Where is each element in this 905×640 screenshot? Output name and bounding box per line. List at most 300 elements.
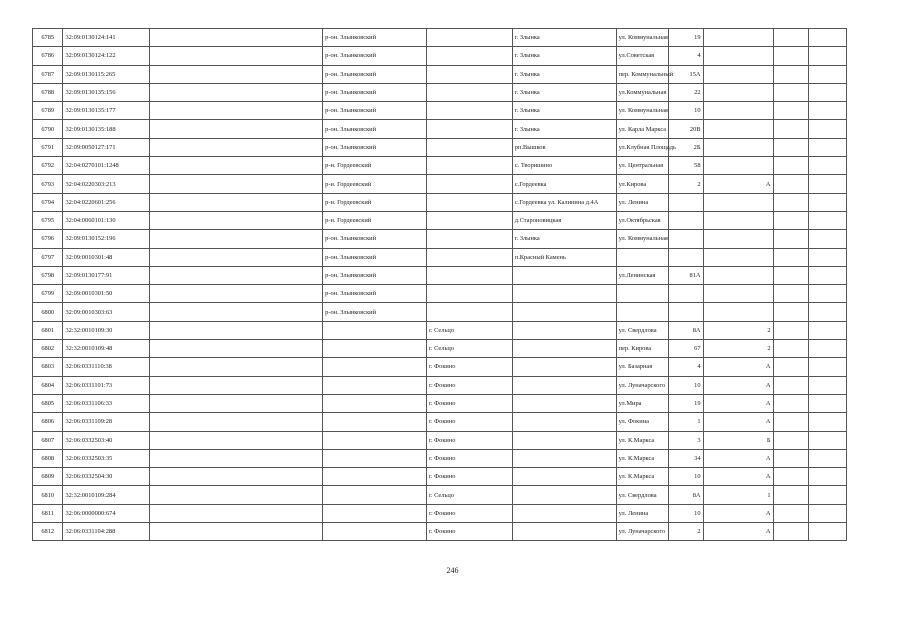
- table-row: [33, 486, 847, 504]
- district: [323, 376, 427, 394]
- empty-cell: [150, 193, 323, 211]
- cadastral-number: 32:06:0331109:28: [63, 413, 150, 431]
- row-number: 6797: [33, 248, 63, 266]
- empty-cell: [150, 65, 323, 83]
- district: [323, 358, 427, 376]
- house-number: [668, 303, 703, 321]
- table-row: [33, 47, 847, 65]
- district: р-он. Злынковский: [323, 303, 427, 321]
- empty-cell: [150, 248, 323, 266]
- empty-cell: [808, 157, 846, 175]
- empty-cell: [808, 65, 846, 83]
- table-row: [33, 504, 847, 522]
- empty-cell: [808, 431, 846, 449]
- building: [703, 248, 773, 266]
- street: ул.Мира: [616, 394, 668, 412]
- district: р-он. Злынковский: [323, 83, 427, 101]
- city-district: г. Фокино: [426, 523, 512, 541]
- house-number: [668, 193, 703, 211]
- row-number: 6805: [33, 394, 63, 412]
- building: [703, 47, 773, 65]
- locality: д.Староновицкая: [512, 211, 616, 229]
- row-number: 6794: [33, 193, 63, 211]
- cadastral-number: 32:04:0220601:256: [63, 193, 150, 211]
- building: 1: [703, 486, 773, 504]
- row-number: 6795: [33, 211, 63, 229]
- cadastral-number: 32:06:0331106:33: [63, 394, 150, 412]
- locality: [512, 358, 616, 376]
- street: ул.Коммунальная: [616, 83, 668, 101]
- building: [703, 230, 773, 248]
- empty-cell: [808, 138, 846, 156]
- empty-cell: [773, 193, 808, 211]
- house-number: 2: [668, 175, 703, 193]
- city-district: [426, 65, 512, 83]
- city-district: г. Фокино: [426, 394, 512, 412]
- locality: с. Творишино: [512, 157, 616, 175]
- empty-cell: [808, 285, 846, 303]
- locality: г. Злынка: [512, 47, 616, 65]
- street: ул. Фокина: [616, 413, 668, 431]
- city-district: [426, 138, 512, 156]
- table-row: [33, 394, 847, 412]
- empty-cell: [773, 120, 808, 138]
- street: ул.Октябрьская: [616, 211, 668, 229]
- empty-cell: [150, 449, 323, 467]
- district: р-он. Злынковский: [323, 248, 427, 266]
- cadastral-number: 32:09:0130135:188: [63, 120, 150, 138]
- district: [323, 449, 427, 467]
- row-number: 6793: [33, 175, 63, 193]
- cadastral-number: 32:06:0331110:38: [63, 358, 150, 376]
- city-district: г. Сельцо: [426, 321, 512, 339]
- house-number: 4: [668, 358, 703, 376]
- locality: [512, 285, 616, 303]
- empty-cell: [150, 468, 323, 486]
- building: [703, 285, 773, 303]
- empty-cell: [773, 266, 808, 284]
- table-row: [33, 157, 847, 175]
- cadastral-number: 32:04:0060101:130: [63, 211, 150, 229]
- empty-cell: [773, 504, 808, 522]
- locality: г. Злынка: [512, 102, 616, 120]
- empty-cell: [808, 193, 846, 211]
- empty-cell: [773, 486, 808, 504]
- cadastral-number: 32:06:0000000:674: [63, 504, 150, 522]
- empty-cell: [773, 321, 808, 339]
- empty-cell: [808, 340, 846, 358]
- cadastral-number: 32:09:0130177:91: [63, 266, 150, 284]
- city-district: [426, 102, 512, 120]
- street: ул. Луначарского: [616, 523, 668, 541]
- street: ул. Свердлова: [616, 486, 668, 504]
- empty-cell: [150, 376, 323, 394]
- building: А: [703, 376, 773, 394]
- street: [616, 248, 668, 266]
- empty-cell: [808, 303, 846, 321]
- locality: с.Гордеевка: [512, 175, 616, 193]
- building: А: [703, 175, 773, 193]
- street: ул.Советская: [616, 47, 668, 65]
- table-row: [33, 175, 847, 193]
- empty-cell: [150, 504, 323, 522]
- row-number: 6808: [33, 449, 63, 467]
- cadastral-number: 32:06:0331101:73: [63, 376, 150, 394]
- building: А: [703, 468, 773, 486]
- row-number: 6809: [33, 468, 63, 486]
- city-district: [426, 83, 512, 101]
- street: ул. Ленина: [616, 193, 668, 211]
- building: [703, 266, 773, 284]
- locality: [512, 523, 616, 541]
- cadastral-number: 32:09:0130115:265: [63, 65, 150, 83]
- empty-cell: [808, 230, 846, 248]
- empty-cell: [773, 83, 808, 101]
- empty-cell: [808, 449, 846, 467]
- cadastral-number: 32:09:0010303:63: [63, 303, 150, 321]
- empty-cell: [808, 413, 846, 431]
- empty-cell: [150, 230, 323, 248]
- district: р-он. Злынковский: [323, 102, 427, 120]
- row-number: 6804: [33, 376, 63, 394]
- empty-cell: [773, 523, 808, 541]
- locality: рп.Вышков: [512, 138, 616, 156]
- empty-cell: [150, 413, 323, 431]
- district: р-он. Злынковский: [323, 138, 427, 156]
- empty-cell: [150, 394, 323, 412]
- district: [323, 504, 427, 522]
- house-number: 10: [668, 102, 703, 120]
- table-row: [33, 230, 847, 248]
- table-row: [33, 358, 847, 376]
- building: А: [703, 358, 773, 376]
- district: р-он. Злынковский: [323, 65, 427, 83]
- street: ул. К.Маркса: [616, 431, 668, 449]
- street: ул.Клубная Площадь: [616, 138, 668, 156]
- house-number: 1: [668, 413, 703, 431]
- row-number: 6792: [33, 157, 63, 175]
- row-number: 6798: [33, 266, 63, 284]
- cadastral-number: 32:04:0270101:1248: [63, 157, 150, 175]
- city-district: [426, 29, 512, 47]
- house-number: 10: [668, 376, 703, 394]
- empty-cell: [773, 285, 808, 303]
- table-row: [33, 340, 847, 358]
- building: 2: [703, 321, 773, 339]
- city-district: [426, 303, 512, 321]
- empty-cell: [773, 413, 808, 431]
- cadastral-number: 32:06:0332504:30: [63, 468, 150, 486]
- empty-cell: [808, 83, 846, 101]
- row-number: 6811: [33, 504, 63, 522]
- empty-cell: [150, 523, 323, 541]
- locality: с.Гордеевка ул. Калинина д.4А: [512, 193, 616, 211]
- city-district: г. Фокино: [426, 376, 512, 394]
- building: [703, 102, 773, 120]
- locality: г. Злынка: [512, 120, 616, 138]
- table-row: [33, 523, 847, 541]
- house-number: 34: [668, 449, 703, 467]
- building: [703, 211, 773, 229]
- house-number: 22: [668, 83, 703, 101]
- house-number: 10: [668, 504, 703, 522]
- locality: [512, 486, 616, 504]
- district: [323, 486, 427, 504]
- empty-cell: [808, 321, 846, 339]
- empty-cell: [150, 102, 323, 120]
- row-number: 6788: [33, 83, 63, 101]
- cadastral-number: 32:32:0010109:48: [63, 340, 150, 358]
- empty-cell: [773, 449, 808, 467]
- building: [703, 65, 773, 83]
- house-number: 4: [668, 47, 703, 65]
- table-row: [33, 468, 847, 486]
- locality: г. Злынка: [512, 83, 616, 101]
- city-district: [426, 266, 512, 284]
- empty-cell: [773, 230, 808, 248]
- empty-cell: [773, 65, 808, 83]
- street: ул.Кирова: [616, 175, 668, 193]
- street: ул. Ленина: [616, 504, 668, 522]
- city-district: [426, 157, 512, 175]
- empty-cell: [808, 523, 846, 541]
- city-district: [426, 211, 512, 229]
- street: пер. Коммунальный: [616, 65, 668, 83]
- house-number: 58: [668, 157, 703, 175]
- locality: [512, 504, 616, 522]
- cadastral-number: 32:32:0010109:30: [63, 321, 150, 339]
- house-number: 10: [668, 468, 703, 486]
- street: [616, 303, 668, 321]
- city-district: г. Фокино: [426, 358, 512, 376]
- row-number: 6810: [33, 486, 63, 504]
- district: р-он. Злынковский: [323, 47, 427, 65]
- row-number: 6802: [33, 340, 63, 358]
- table-row: [33, 120, 847, 138]
- empty-cell: [773, 340, 808, 358]
- house-number: 8А: [668, 321, 703, 339]
- locality: [512, 321, 616, 339]
- street: ул. Центральная: [616, 157, 668, 175]
- empty-cell: [150, 83, 323, 101]
- empty-cell: [773, 376, 808, 394]
- empty-cell: [773, 138, 808, 156]
- district: р-н. Гордеевский: [323, 175, 427, 193]
- empty-cell: [150, 431, 323, 449]
- table-row: [33, 449, 847, 467]
- row-number: 6791: [33, 138, 63, 156]
- district: [323, 340, 427, 358]
- building: Б: [703, 431, 773, 449]
- city-district: г. Фокино: [426, 468, 512, 486]
- row-number: 6812: [33, 523, 63, 541]
- house-number: 19: [668, 394, 703, 412]
- street: ул. Луначарского: [616, 376, 668, 394]
- city-district: [426, 193, 512, 211]
- empty-cell: [808, 394, 846, 412]
- empty-cell: [773, 468, 808, 486]
- locality: г. Злынка: [512, 230, 616, 248]
- locality: п.Красный Камень: [512, 248, 616, 266]
- empty-cell: [150, 266, 323, 284]
- cadastral-number: 32:09:0050127:171: [63, 138, 150, 156]
- city-district: [426, 285, 512, 303]
- table-row: [33, 321, 847, 339]
- city-district: [426, 47, 512, 65]
- table-row: [33, 248, 847, 266]
- empty-cell: [150, 138, 323, 156]
- city-district: [426, 248, 512, 266]
- district: [323, 523, 427, 541]
- empty-cell: [150, 120, 323, 138]
- district: р-он. Злынковский: [323, 230, 427, 248]
- empty-cell: [773, 303, 808, 321]
- city-district: г. Сельцо: [426, 486, 512, 504]
- empty-cell: [808, 47, 846, 65]
- locality: [512, 431, 616, 449]
- street: ул. Коммунальная: [616, 102, 668, 120]
- street: ул. Свердлова: [616, 321, 668, 339]
- cadastral-number: 32:04:0220303:213: [63, 175, 150, 193]
- row-number: 6790: [33, 120, 63, 138]
- empty-cell: [808, 468, 846, 486]
- district: [323, 468, 427, 486]
- row-number: 6785: [33, 29, 63, 47]
- table-row: [33, 65, 847, 83]
- row-number: 6786: [33, 47, 63, 65]
- house-number: 2Б: [668, 138, 703, 156]
- house-number: [668, 285, 703, 303]
- house-number: 19: [668, 29, 703, 47]
- district: р-н. Гордеевский: [323, 157, 427, 175]
- building: [703, 157, 773, 175]
- house-number: 8А: [668, 486, 703, 504]
- empty-cell: [773, 211, 808, 229]
- cadastral-number: 32:09:0130124:141: [63, 29, 150, 47]
- cadastral-number: 32:32:0010109:284: [63, 486, 150, 504]
- row-number: 6801: [33, 321, 63, 339]
- empty-cell: [773, 102, 808, 120]
- empty-cell: [808, 376, 846, 394]
- cadastral-number: 32:09:0010301:50: [63, 285, 150, 303]
- table-row: [33, 211, 847, 229]
- empty-cell: [808, 248, 846, 266]
- empty-cell: [808, 486, 846, 504]
- row-number: 6806: [33, 413, 63, 431]
- locality: [512, 340, 616, 358]
- empty-cell: [808, 120, 846, 138]
- building: [703, 138, 773, 156]
- empty-cell: [808, 266, 846, 284]
- empty-cell: [150, 486, 323, 504]
- building: [703, 120, 773, 138]
- empty-cell: [808, 29, 846, 47]
- city-district: г. Фокино: [426, 431, 512, 449]
- cadastral-number: 32:06:0332503:40: [63, 431, 150, 449]
- empty-cell: [773, 29, 808, 47]
- empty-cell: [150, 285, 323, 303]
- building: А: [703, 413, 773, 431]
- table-row: [33, 376, 847, 394]
- empty-cell: [773, 175, 808, 193]
- building: [703, 83, 773, 101]
- street: ул. Карла Маркса: [616, 120, 668, 138]
- empty-cell: [150, 157, 323, 175]
- district: [323, 321, 427, 339]
- street: ул.Ленинская: [616, 266, 668, 284]
- empty-cell: [150, 321, 323, 339]
- house-number: 20В: [668, 120, 703, 138]
- empty-cell: [808, 358, 846, 376]
- cadastral-number: 32:09:0010301:48: [63, 248, 150, 266]
- empty-cell: [773, 358, 808, 376]
- street: ул. К.Маркса: [616, 449, 668, 467]
- empty-cell: [808, 211, 846, 229]
- city-district: г. Фокино: [426, 504, 512, 522]
- building: А: [703, 449, 773, 467]
- building: А: [703, 394, 773, 412]
- empty-cell: [150, 340, 323, 358]
- cadastral-number: 32:09:0130152:196: [63, 230, 150, 248]
- table-row: [33, 266, 847, 284]
- row-number: 6803: [33, 358, 63, 376]
- house-number: [668, 248, 703, 266]
- city-district: [426, 175, 512, 193]
- locality: [512, 303, 616, 321]
- row-number: 6789: [33, 102, 63, 120]
- empty-cell: [773, 47, 808, 65]
- cadastral-number: 32:09:0130135:177: [63, 102, 150, 120]
- table-row: [33, 413, 847, 431]
- table-row: [33, 193, 847, 211]
- house-number: [668, 211, 703, 229]
- district: р-н. Гордеевский: [323, 211, 427, 229]
- building: [703, 193, 773, 211]
- empty-cell: [808, 175, 846, 193]
- building: А: [703, 504, 773, 522]
- cadastral-number: 32:06:0332503:35: [63, 449, 150, 467]
- empty-cell: [150, 47, 323, 65]
- row-number: 6787: [33, 65, 63, 83]
- cadastral-number: 32:09:0130135:156: [63, 83, 150, 101]
- building: [703, 29, 773, 47]
- city-district: [426, 230, 512, 248]
- empty-cell: [150, 303, 323, 321]
- empty-cell: [150, 211, 323, 229]
- locality: [512, 376, 616, 394]
- empty-cell: [773, 157, 808, 175]
- street: ул. Коммунальная: [616, 29, 668, 47]
- table-row: [33, 431, 847, 449]
- city-district: г. Фокино: [426, 449, 512, 467]
- empty-cell: [773, 394, 808, 412]
- house-number: 81А: [668, 266, 703, 284]
- page-number: 246: [446, 566, 459, 575]
- house-number: [668, 230, 703, 248]
- row-number: 6800: [33, 303, 63, 321]
- district: [323, 413, 427, 431]
- district: р-он. Злынковский: [323, 285, 427, 303]
- district: [323, 394, 427, 412]
- street: ул. К.Маркса: [616, 468, 668, 486]
- district: р-он. Злынковский: [323, 29, 427, 47]
- locality: [512, 413, 616, 431]
- empty-cell: [773, 431, 808, 449]
- district: [323, 431, 427, 449]
- house-number: 3: [668, 431, 703, 449]
- empty-cell: [150, 29, 323, 47]
- empty-cell: [808, 102, 846, 120]
